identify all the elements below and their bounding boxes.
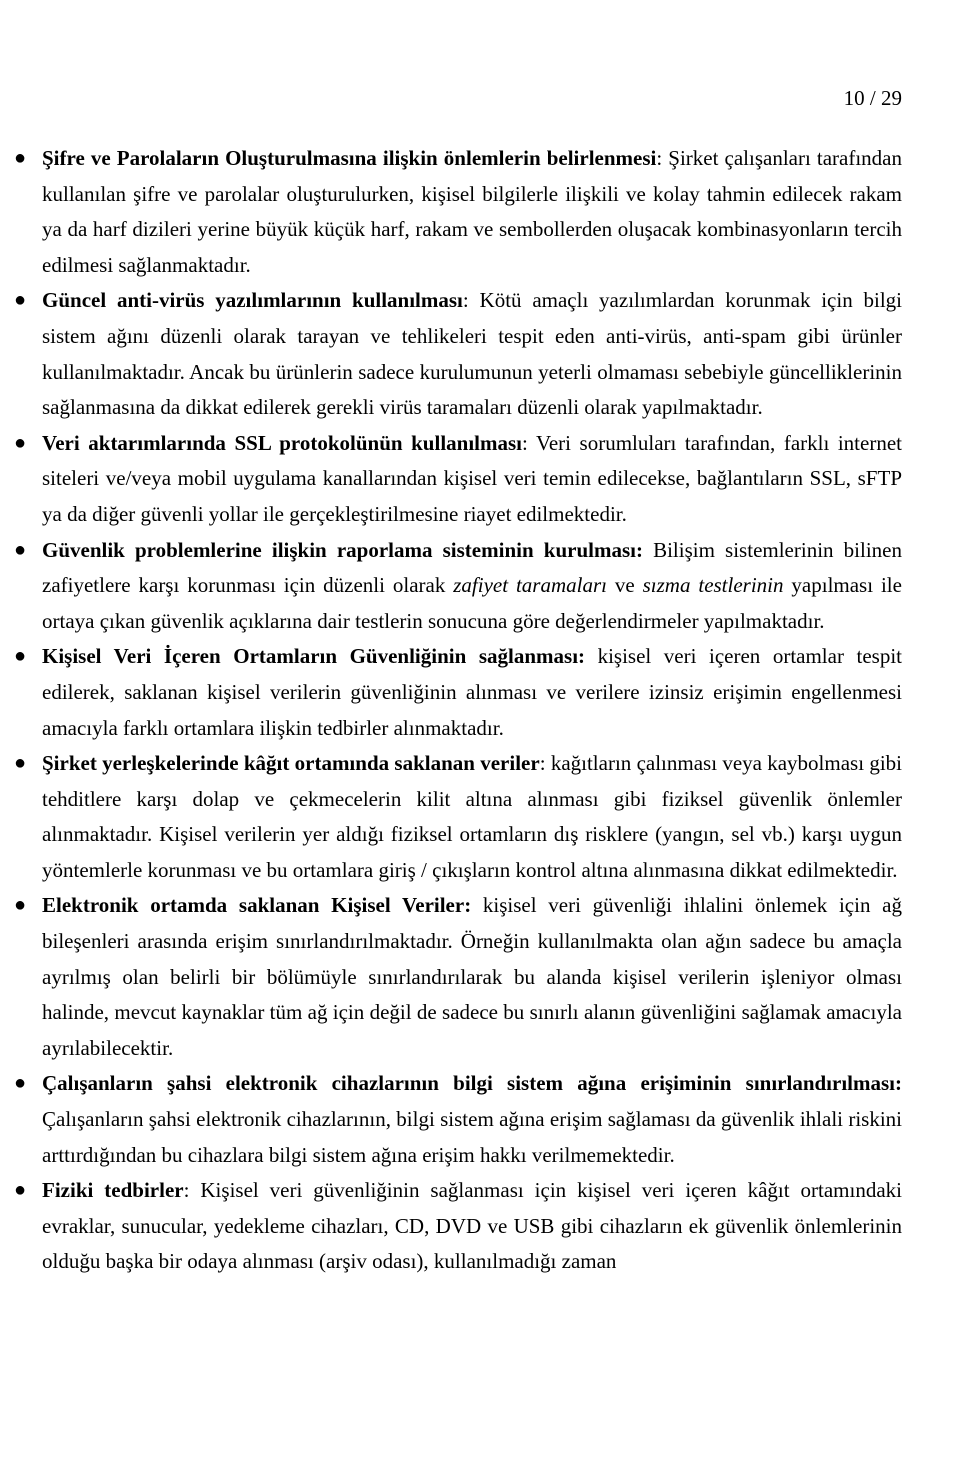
item-term: Şifre ve Parolaların Oluşturulmasına ilişkin önlemlerin belirlenmesi (42, 146, 657, 170)
bullet-icon: ● (14, 752, 27, 775)
item-text: Kötü amaçlı yazılımlardan korunmak için bilgi sistem ağını düzenli olarak tarayan ve tehlikeleri tespit eden anti-virüs, anti-spam gibi ürünler kullanılmaktadır. Ancak bu ürünlerin sadece kurulumunun yeterli olmaması sebebiyle güncelliklerinin sağlanmasına da dikkat edilerek gerekli virüs taramaları düzenli olarak yapılmaktadır. (42, 288, 902, 420)
item-term: Güvenlik problemlerine ilişkin raporlama sisteminin kurulması: (42, 537, 643, 562)
bullet-icon: ● (14, 431, 27, 454)
list-item (14, 426, 902, 533)
item-text: kişisel veri içeren ortamlar tespit edilerek, saklanan kişisel verilerin güvenliğinin alınması ve verilere izinsiz erişimin engellenmesi amacıyla farklı ortamlara ilişkin tedbirler alınmaktadır. (42, 644, 902, 740)
item-separator: : (183, 1178, 201, 1203)
item-separator: : (539, 751, 551, 776)
item-text: Bilişim sistemlerinin bilinen zafiyetlere karşı korunması için düzenli olarak (42, 537, 902, 598)
item-term: Çalışanların şahsi elektronik cihazlarının bilgi sistem ağına erişiminin sınırlandırılması: (42, 1071, 902, 1096)
list-item (14, 141, 902, 283)
list-item (14, 1066, 902, 1173)
bullet-icon: ● (14, 289, 27, 312)
item-term: Şirket yerleşkelerinde kâğıt ortamında saklanan veriler (42, 751, 540, 776)
item-text: Çalışanların şahsi elektronik cihazlarının, bilgi sistem ağına erişim sağlaması da güvenlik ihlali riskini arttırdığından bu cihazlara bilgi sistem ağına erişim hakkı verilmemektedir. (42, 1107, 902, 1167)
item-separator: : (522, 430, 537, 455)
list-item (14, 1173, 902, 1280)
bullet-icon: ● (14, 147, 27, 169)
security-measures-list (14, 141, 902, 1280)
list-item (14, 533, 902, 640)
item-emphasis: zafiyet taramaları (453, 573, 607, 598)
item-text: Kişisel veri güvenliğinin sağlanması için kişisel veri içeren kâğıt ortamındaki evraklar, sunucular, yedekleme cihazları, CD, DVD ve USB gibi cihazların ek güvenlik önlemlerinin olduğu başka bir odaya alınması (arşiv odası), kullanılmadığı zaman (42, 1178, 902, 1274)
list-item (14, 888, 902, 1066)
item-separator: : (656, 146, 669, 170)
bullet-icon: ● (14, 1072, 27, 1095)
page-number: 10 / 29 (843, 86, 902, 110)
list-item (14, 639, 902, 746)
bullet-icon: ● (14, 894, 27, 917)
item-text: yapılması ile ortaya çıkan güvenlik açıklarına dair testlerin sonucuna göre değerlendirmeler yapılmaktadır. (42, 573, 902, 633)
bullet-icon: ● (14, 645, 27, 668)
item-emphasis: sızma testlerinin (642, 573, 784, 598)
item-term: Güncel anti-virüs yazılımlarının kullanılması (42, 288, 463, 313)
list-item (14, 746, 902, 888)
list-item (14, 283, 902, 425)
item-term: Veri aktarımlarında SSL protokolünün kullanılması (42, 430, 522, 455)
item-term: Kişisel Veri İçeren Ortamların Güvenliğinin sağlanması: (42, 644, 586, 669)
item-separator: : (462, 288, 480, 313)
item-text: Şirket çalışanları tarafından kullanılan şifre ve parolalar oluşturulurken, kişisel bilgilerle ilişkili ve kolay tahmin edilecek rakam ya da harf dizileri yerine büyük küçük harf, rakam ve sembollerden oluşacak kombinasyonların tercih edilmesi sağlanmaktadır. (42, 146, 902, 277)
item-text: kağıtların çalınması veya kaybolması gibi tehditlere karşı dolap ve çekmecelerin kilit altına alınması gibi fiziksel güvenlik önlemler alınmaktadır. Kişisel verilerin yer aldığı fiziksel ortamların dış risklere (yangın, sel vb.) karşı uygun yöntemlerle korunması ve bu ortamlara giriş / çıkışların kontrol altına alınmasına dikkat edilmektedir. (42, 751, 902, 882)
item-text: ve (606, 573, 643, 598)
bullet-icon: ● (14, 1179, 27, 1202)
document-body (14, 141, 902, 1280)
item-text: Veri sorumluları tarafından, farklı internet siteleri ve/veya mobil uygulama kanallarından kişisel veri temin edilecekse, bağlantıların SSL, sFTP ya da diğer güvenli yollar ile gerçekleştirilmesine riayet edilmektedir. (42, 430, 902, 526)
item-text: kişisel veri güvenliği ihlalini önlemek için ağ bileşenleri arasında erişim sınırlandırılmaktadır. Örneğin kullanılmakta olan ağın sadece bu amaçla ayrılmış olan belirli bir bölümüyle sınırlandırılarak bu alanda kişisel verilerin işleniyor olması halinde, mevcut kaynaklar tüm ağ için değil de sadece bu sınırlı alanın güvenliğini sağlamak amacıyla ayrılabilecektir. (42, 893, 902, 1060)
item-term: Fiziki tedbirler (42, 1178, 184, 1203)
bullet-icon: ● (14, 538, 27, 561)
item-term: Elektronik ortamda saklanan Kişisel Veriler: (42, 893, 472, 918)
